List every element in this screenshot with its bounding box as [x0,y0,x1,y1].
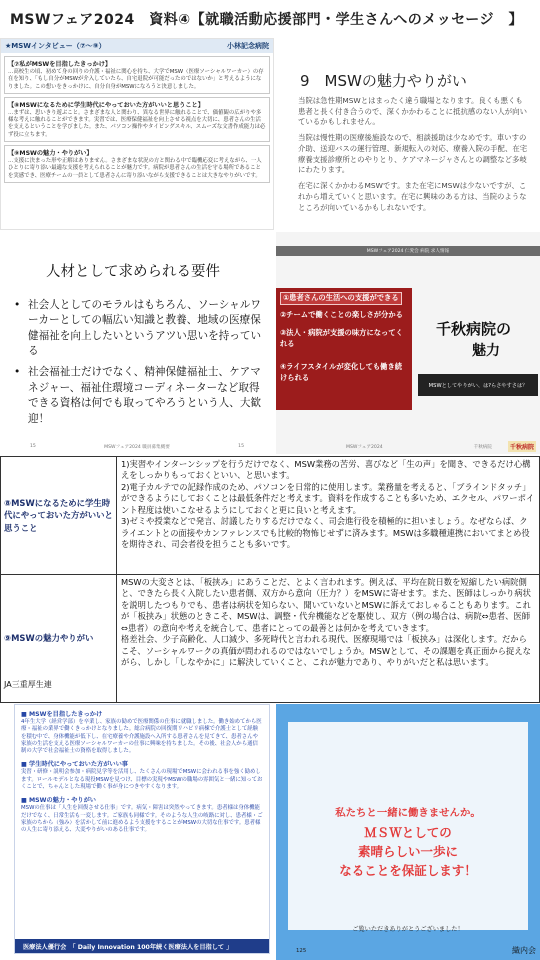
slide-subtitle [418,374,538,396]
requirements-panel [0,232,274,454]
doc-section [15,709,269,755]
slide-subtitle-text: MSWとしてやりがい、は?らさやすさは？ [428,382,528,389]
interview-section-heading: 【⑦私がMSWを目指したきっかけ】 [8,61,112,68]
doc-section [15,759,269,791]
table-row-label: ⑧MSWになるために学生時代にやっておいた方がいいと思うこと [1,457,117,575]
closing-message [276,824,540,880]
table-row [1,575,540,703]
appeal-paragraph: 当院は急性期MSWとはまったく違う職場となります。良くも悪くも患者と長く付き合うので、深くかかわることに抵抗感のない人が向いているかもしれません。 [298,96,527,127]
page-title: MSWフェア2024 資料④【就職活動応援部門・学生さんへのメッセージ 】 [10,12,523,28]
doc-section-heading: ■ 学生時代にやっておいた方がいい事 [21,761,128,769]
slide-points-box [276,288,412,410]
interview-title: ★MSWインタビュー（⑦〜⑨） [5,42,106,50]
slide-title-second-line: 魅力 [472,343,500,359]
slide-footer-right: 千秋病院 [473,445,492,450]
slide-title: 千秋病院の [436,320,512,338]
appeal-paragraph: 在宅に深くかかわるMSWです。また在宅にMSWは少ないですが、これから増えていくと思います。在宅に興味のある方は、当院のようなところが向いているかもしれないです。 [298,181,527,212]
slide-top-label: MSWフェア2024 仁愛会 病院 求人情報 [366,249,450,254]
closing-message-line: ＭＳＷとしての [364,825,452,840]
appeal-panel [276,38,540,230]
closing-page-number: 125 [296,948,307,954]
requirements-item-text: 社会福祉士だけでなく、精神保健福祉士、ケアマネジャー、福祉住環境コーディネーターなど取得できる資格は何でも取ってやろうという人、大歓迎！ [28,366,262,425]
doc-section-body: 実習・研修・説明会参加・病院見学等を活用し、たくさんの現場でMSWに会われる事を強く勧めします。ロールモデルとなる現役MSWを見つけ、目標の実現やMSWの職場の雰囲気と一緒に知っておくことで、ちゃんとした現場で働く事が身につきやすくなります。 [21,769,263,791]
table-line: 3)ゼミや授業などで発言、討議したりするだけでなく、司会進行役を積極的に担いましょう。なぜならば、クライエントとの面接やカンファレンスでも比較的物怖じせずに済みます。MSWは多職種連携においてまとめ役を期待され、司会者役を担うことも多いです。 [121,516,530,550]
slide-footer-left: MSWフェア2024 [346,445,383,450]
slide-point: ②チームで働くことの楽しさが分かる [280,310,403,319]
requirements-title: 人材として求められる要件 [46,264,220,280]
requirements-footer-mid: MSWフェア2024 職員募集概要 [104,445,170,450]
table-row-label: ⑨MSWの魅力やりがい [1,575,117,703]
slide-footer [276,444,540,450]
doc-section-body: 4年生大学（経営学部）を卒業し、家族の勧めで医療関係の仕事に就職しました。働き始めてから医療・福祉の業界で働くきっかけとなりました。総合病院の回復期リハビリ病棟で介護士として経験を積む中で、身体機能が低下し、在宅療養や介護施設へ入所する患者さんを見てきて、患者さんや家族の生活を支える医療ソーシャルワーカーの仕事に興味を持ちました。その後、社会人から通信制の大学で社会福祉士の資格を取得しました。 [21,719,262,755]
closing-signature: 織内会 [512,946,536,955]
appeal-heading: 9 MSWの魅力やりがい [300,72,467,90]
table-line: 2)電子カルテでの記録作成のため、パソコンを日常的に使用します。業務量を考えると、「ブラインドタッチ」ができるようにしておくことは最低条件だと考えます。資料を作成することも多いため、エクセル、パワーポイント程度は使いこなせるようにしておくと更に良いと考えます。 [121,481,535,515]
requirements-list [14,298,268,433]
interview-section-body: …まずは、思いきり遊ぶこと。さまざまな人と関わり、異なる世界に触れることで、価値観の広がりや多様な考えに触れることができます。実習では、医療保健福祉を向上させる視点を大切に、患者さんの生活を支えるということを学びました。また、パソコン操作やタイピングスキル、スムーズな文書作成能力は必ず役に立ちます。 [8,109,266,138]
closing-question: 私たちと一緒に働きませんか。 [335,807,481,819]
appeal-body [298,96,530,218]
requirements-item [14,298,268,359]
interview-title-bar [1,39,273,53]
hospital-logo: 千秋病院 [508,441,536,452]
slide-point: ④ライフスタイルが変化しても働き続けられる [280,362,403,382]
message-document-panel [14,704,270,954]
doc-section [15,795,269,834]
closing-panel [276,704,540,960]
requirements-item [14,365,268,426]
closing-message-line: なることを保証します！ [339,862,477,878]
bullet-icon: • [14,299,21,311]
closing-thanks: ご覧いただきありがとうございました！ [352,926,464,933]
table-line: MSWの大変さとは、「板挟み」にあうことだ、とよく言われます。例えば、平均在院日数を短縮したい病院側と、できたら長く入院したい患者側、双方から意向（圧力？）をMSWに寄せます。また、医師はしっかり病状を説明したつもりでも、患者は病状を知らない、聞いていないとMSWに訴えておしゃることもあります。これが「板挟み」状態のときこそ、MSWは、調整・代弁機能などを駆使し、双方（例の場合は、病院⇔患者、医師⇔患者）の意向や考えを統合して、患者にとっての最善とは何かを考えていきます。 [121,577,531,633]
table-line: 格差社会、少子高齢化、人口減少、多死時代と言われる現代、医療現場では「板挟み」は深化します。だからこそ、ソーシャルワークの真価が問われるのではないでしょうか。MSWとして、その課題を真正面から捉えながら、しかし「しなやかに」に解決していくこと、これが魅力であり、やりがいだと私は思います。 [121,634,531,668]
doc-section-heading: ■ MSWの魅力・やりがい [21,797,96,805]
interview-org: 小林記念病院 [227,42,269,50]
table-organization: JA三重厚生連 [4,680,52,689]
requirements-footer-right: 15 [238,444,244,449]
interview-section-body: …支援に決まった形や正解はありません。さまざまな状況の方と関わる中で臨機応変に考えながら、一人ひとりに寄り添い最適な支援を考えられることが魅力です。病院が患者さんの生活を守る場所であることを実感でき、医療チームの一員として患者さんに寄り添いながら支援できることは大きなやりがいです。 [8,158,262,179]
slide-point: ①患者さんの生活への支援ができる [280,292,402,305]
table-row [1,457,540,575]
doc-section-heading: ■ MSWを目指したきっかけ [21,711,103,718]
requirements-item-text: 社会人としてのモラルはもちろん、ソーシャルワーカーとしての幅広い知識と教養、地域の医療保健福祉を向上したいというアツい思いを持っている [28,299,262,358]
table-row-content [117,457,540,575]
interview-section-body: …高校生の頃、初めて身の回りの介護・福祉に関心を持ち、大学でMSW（医療ソーシャルワーカー）の存在を知り、「もし自分がMSWが介入していたら、自宅退院が可能だったのではないか」と考えるようになりました。この想いをきっかけに、自分自身がMSWになろうと決意しました。 [8,69,264,90]
bullet-icon: • [14,366,21,379]
interview-section [4,97,270,142]
message-table [0,456,540,703]
doc-section-body: MSWの仕事は「人生を回復させる仕事」です。病気・障害は突然やってきます。患者様は身体機能だけでなく、日常生活も一変します。ご家族も同様です。そのような人生の岐路に対し、患者様・ご家族のちから（強み）を活かして前に進めるよう支援をすることがMSWの大切な仕事です。患者様の人生に寄り添える、大変やりがいのある仕事です。 [21,805,263,834]
closing-message-line: 素晴らしい一歩に [357,843,458,859]
interview-section [4,56,270,94]
interview-section-heading: 【⑨MSWの魅力・やりがい】 [8,150,93,158]
requirements-footer-left: 15 [30,444,36,449]
page-header [0,0,540,38]
appeal-paragraph: 当院は慢性期の医療後施設なので、相談援助は少なめです。車いすの介助、送迎バスの運行管理、新規転入の対応、療養入院の手配、在宅療養支援診療所とのやりとり、ケアマネージャさんとの調整など多岐にわたります。 [298,133,528,175]
slide-point: ③法人・病院が支援の味方になってくれる [280,328,403,348]
interview-panel [0,38,274,230]
interview-section [4,145,270,183]
table-line: 1)実習やインターンシップを行うだけでなく、MSW業務の苦労、喜びなど「生の声」を聞き、できるだけ心構えをしっかりもっておくといい、と思います。 [121,459,531,481]
requirements-footer [0,444,274,450]
hospital-slide-panel [276,232,540,454]
doc-footer: 医療法人優行会 「 Daily Innovation 100年続く医療法人を目指して 」 [15,939,270,953]
slide-top-bar [276,246,540,256]
interview-section-heading: 【⑧MSWになるために学生時代にやっておいた方がいいと思うこと】 [8,101,204,109]
table-row-content [117,575,540,703]
